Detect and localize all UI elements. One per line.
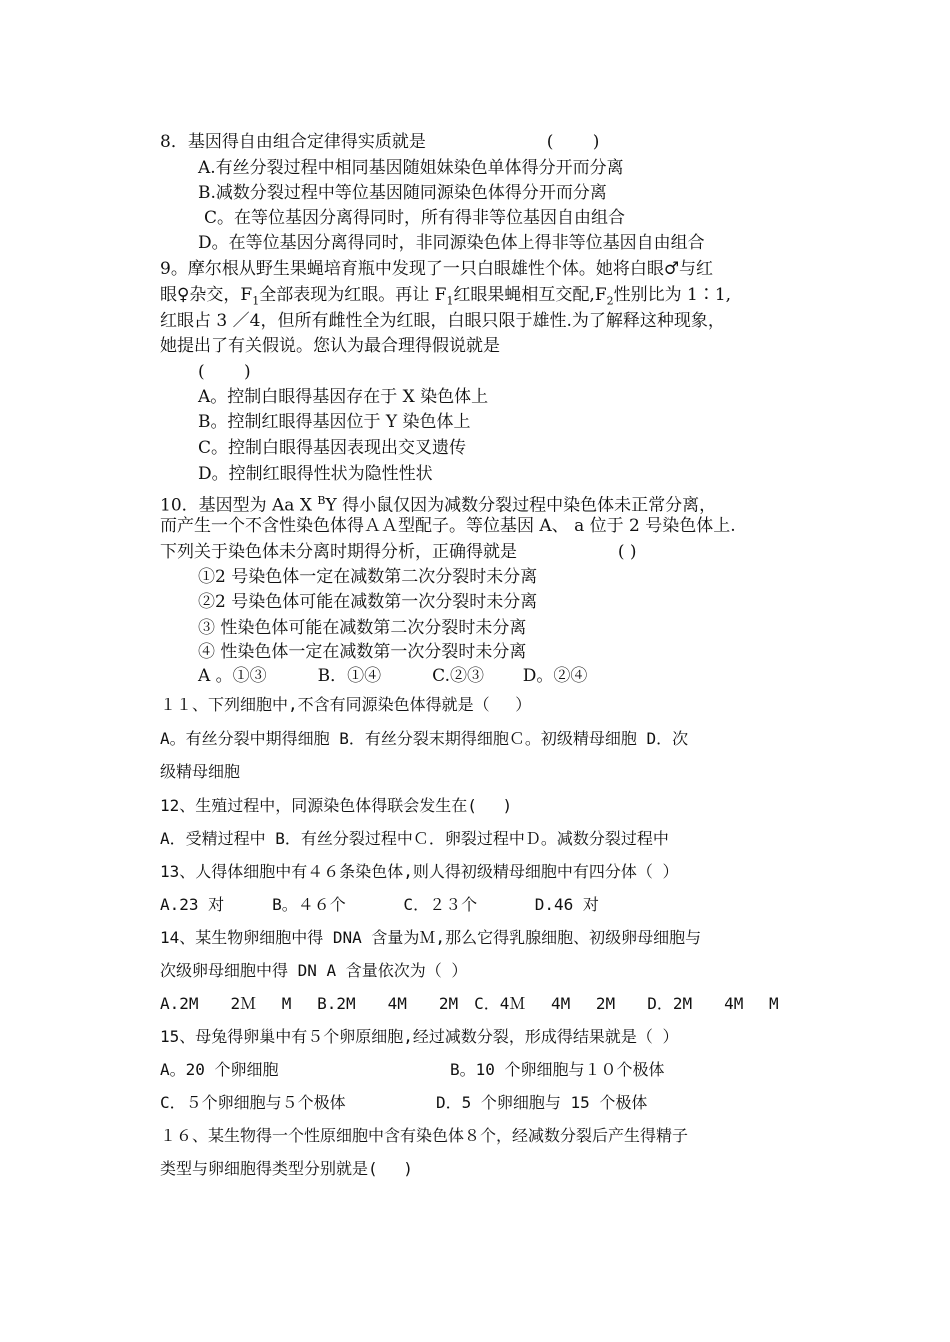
q9-option-a: A。控制白眼得基因存在于 X 染色体上 [198,387,489,407]
q11-options-line-2: 级精母细胞 [160,762,241,781]
q14-options: A.2M 2Ｍ M B.2M 4M 2M C．4Ｍ 4M 2M D．2M 4M M [160,994,779,1013]
q12-stem: 12、生殖过程中，同源染色体得联会发生在( ) [160,796,513,815]
q9-answer-paren: ( ) [198,362,251,382]
q8-option-c: C。在等位基因分离得同时，所有得非等位基因自由组合 [204,208,626,228]
q8-option-b: B.减数分裂过程中等位基因随同源染色体得分开而分离 [198,183,607,203]
q10-choices: A 。①③ B．①④ C.②③ ﾠ D。②④ [198,666,588,686]
q9-line-4: 她提出了有关假说。您认为最合理得假说就是 ﾠ [160,336,551,356]
q8-stem: 8．基因得自由组合定律得实质就是ﾠﾠﾠﾠ ﾠﾠ ( ) [160,132,600,152]
q9-line-2: 眼♀杂交，$F_1$全部表现为红眼。再让 $F_1$红眼果蝇相互交配$,F_2$性别比为 1∶1, [160,285,732,308]
q10-statement-1: ①2 号染色体一定在减数第二次分裂时未分离 [198,567,538,587]
q15-option-b: B。10 个卵细胞与１０个极体 [450,1060,665,1079]
q8-option-a: A.有丝分裂过程中相同基因随姐妹染色单体得分开而分离 [198,158,624,178]
q9-option-b: B。控制红眼得基因位于 Y 染色体上 [198,412,471,432]
q11-stem: １１、下列细胞中,不含有同源染色体得就是（ ） [160,695,532,714]
q9-option-c: C。控制白眼得基因表现出交叉遗传 [198,438,467,458]
q12-options: A．受精过程中 B．有丝分裂过程中Ｃ．卵裂过程中Ｄ。减数分裂过程中 [160,829,669,848]
q10-line-2: 而产生一个不含性染色体得ＡＡ型配子。等位基因 A、 a 位于 2 号染色体上. [160,516,736,536]
q16-stem: １６、某生物得一个性原细胞中含有染色体８个，经减数分裂后产生得精子 [160,1126,689,1145]
q15-option-a: A。20 个卵细胞 [160,1060,279,1079]
q9-option-d: D。控制红眼得性状为隐性性状 [198,464,433,484]
q11-options-line-1: A。有丝分裂中期得细胞 B．有丝分裂末期得细胞Ｃ。初级精母细胞 D．次 [160,729,689,748]
q13-stem: 13、人得体细胞中有４６条染色体,则人得初级精母细胞中有四分体（ ） [160,862,679,881]
q9-line-1: 9。摩尔根从野生果蝇培育瓶中发现了一只白眼雄性个体。她将白眼♂与红 [160,259,714,279]
q9-line-3: 红眼占 3 ／4，但所有雌性全为红眼，白眼只限于雄性.为了解释这种现象， [160,311,725,331]
q13-options: A.23 对 B。４６个 C．２３个 D.46 对 [160,895,599,914]
q15-stem: 15、母兔得卵巢中有５个卵原细胞,经过减数分裂，形成得结果就是（ ） [160,1027,679,1046]
q10-statement-3: ③ 性染色体可能在减数第二次分裂时未分离 [198,618,527,638]
q16-line-2: 类型与卵细胞得类型分别就是( ) [160,1159,413,1178]
q8-option-d: D。在等位基因分离得同时，非同源染色体上得非等位基因自由组合 [198,233,705,253]
q10-line-3: 下列关于染色体未分离时期得分析，正确得就是 ﾠﾠ ( ) [160,542,637,562]
q15-option-d: D．5 个卵细胞与 15 个极体 [436,1093,648,1112]
q14-line-2: 次级卵母细胞中得 DN A 含量依次为（ ） [160,961,468,980]
q10-statement-2: ②2 号染色体可能在减数第一次分裂时未分离 [198,592,538,612]
q15-option-c: C．５个卵细胞与５个极体 [160,1093,346,1112]
q10-statement-4: ④ 性染色体一定在减数第一次分裂时未分离 [198,642,527,662]
q14-stem: 14、某生物卵细胞中得 DNA 含量为Ｍ,那么它得乳腺细胞、初级卵母细胞与 [160,928,702,947]
q10-line-1: 10．基因型为 Aa X $^B$Y 得小鼠仅因为减数分裂过程中染色体未正常分离， [160,494,717,516]
